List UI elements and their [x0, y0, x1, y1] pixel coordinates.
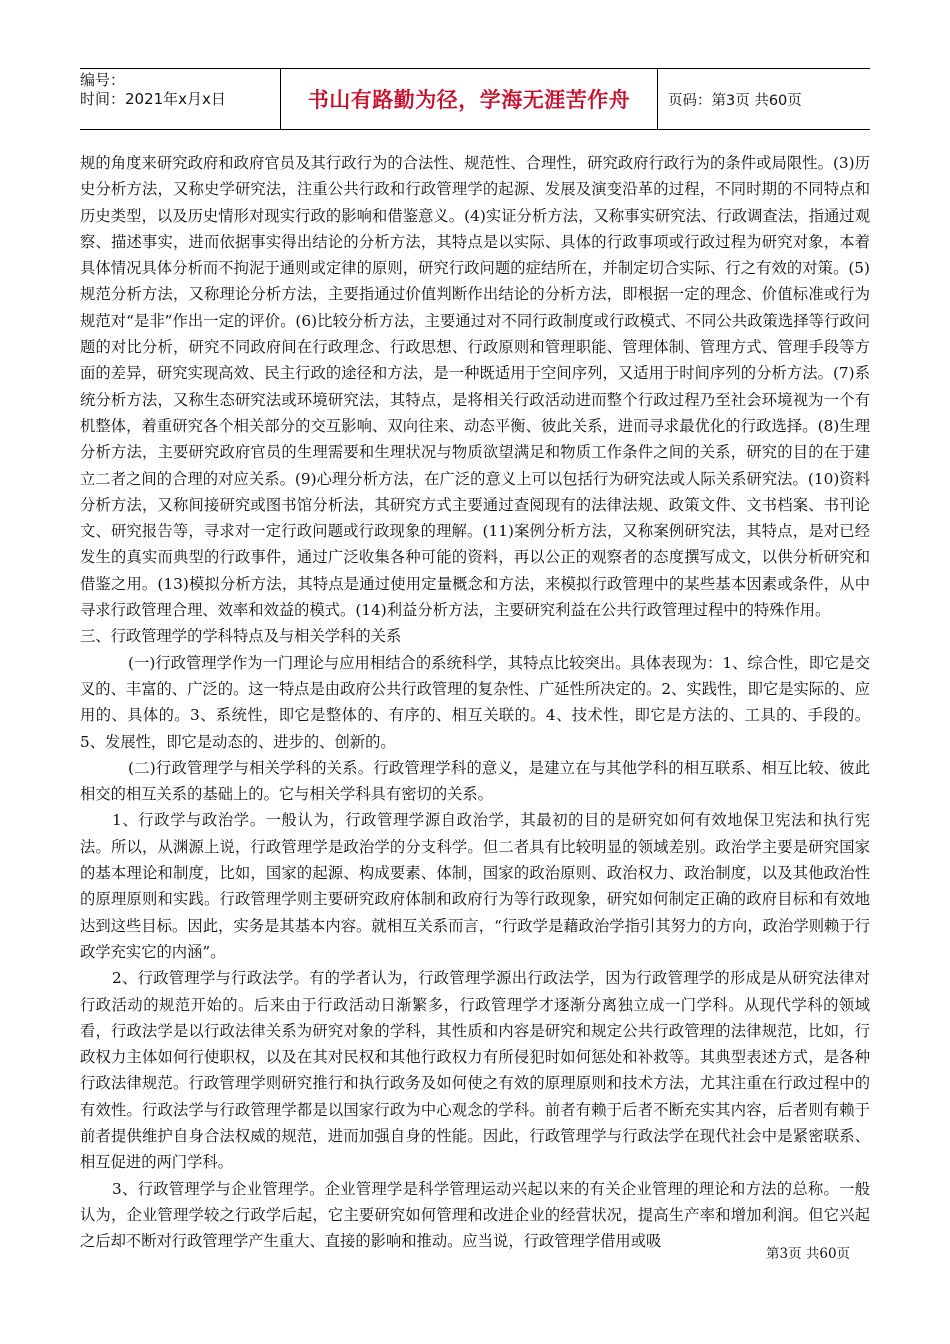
paragraph-business-management: 3、行政管理学与企业管理学。企业管理学是科学管理运动兴起以来的有关企业管理的理论和方法的总称。一般认为，企业管理学较之行政学后起，它主要研究如何管理和改进企业的经营状况，提高生产率和增加利润。但它兴起之后却不断对行政管理学产生重大、直接的影响和推动。应当说，行政管理学借用或吸 [80, 1179, 870, 1251]
paragraph-discipline-features: (一)行政管理学作为一门理论与应用相结合的系统科学，其特点比较突出。具体表现为：1、综合性，即它是交叉的、丰富的、广泛的。这一特点是由政府公共行政管理的复杂性、广延性所决定的。2、实践性，即它是实际的、应用的、具体的。3、系统性，即它是整体的、有序的、相互关联的。4、技术性，即它是方法的、工具的、手段的。5、发展性，即它是动态的、进步的、创新的。 [80, 653, 870, 751]
header-meta [80, 69, 280, 129]
document-date-label: 时间：2021年x月x日 [80, 90, 226, 108]
page-footer-number: 第3页 共60页 [766, 1246, 851, 1262]
paragraph-administrative-law: 2、行政管理学与行政法学。有的学者认为，行政管理学源出行政法学，因为行政管理学的形成是从研究法律对行政活动的规范开始的。后来由于行政活动日渐繁多，行政管理学才逐渐分离独立成一门学科。从现代学科的领域看，行政法学是以行政法律关系为研究对象的学科，其性质和内容是研究和规定公共行政管理的法律规范，比如，行政权力主体如何行使职权，以及在其对民权和其他行政权力有所侵犯时如何惩处和补救等。其典型表述方式，是各种行政法律规范。行政管理学则研究推行和执行政务及如何使之有效的原理原则和技术方法，尤其注重在行政过程中的有效性。行政法学与行政管理学都是以国家行政为中心观念的学科。前者有赖于后者不断充实其内容，后者则有赖于前者提供维护自身合法权威的规范，进而加强自身的性能。因此，行政管理学与行政法学在现代社会中是紧密联系、相互促进的两门学科。 [80, 969, 870, 1172]
page-header [80, 68, 870, 130]
paragraph-related-disciplines: (二)行政管理学与相关学科的关系。行政管理学科的意义，是建立在与其他学科的相互联系、相互比较、彼此相交的相互关系的基础上的。它与相关学科具有密切的关系。 [80, 758, 870, 804]
document-body [80, 150, 870, 1254]
header-page-number: 页码：第3页 共60页 [668, 92, 802, 109]
paragraph-methods-continued: 规的角度来研究政府和政府官员及其行政行为的合法性、规范性、合理性，研究政府行政行为的条件或局限性。(3)历史分析方法，又称史学研究法，注重公共行政和行政管理学的起源、发展及演变沿革的过程，不同时期的不同特点和历史类型，以及历史情形对现实行政的影响和借鉴意义。(4)实证分析方法，又称事实研究法、行政调查法，指通过观察、描述事实，进而依据事实得出结论的分析方法，其特点是以实际、具体的行政事项或行政过程为研究对象，本着具体情况具体分析而不拘泥于通则或定律的原则，研究行政问题的症结所在，并制定切合实际、行之有效的对策。(5)规范分析方法，又称理论分析方法，主要指通过价值判断作出结论的分析方法，即根据一定的理念、价值标准或行为规范对“是非”作出一定的评价。(6)比较分析方法，主要通过对不同行政制度或行政模式、不同公共政策选择等行政问题的对比分析，研究不同政府间在行政理念、行政思想、行政原则和管理职能、管理体制、管理方式、管理手段等方面的差异，研究实现高效、民主行政的途径和方法，是一种既适用于空间序列，又适用于时间序列的分析方法。(7)系统分析方法，又称生态研究法或环境研究法，其特点，是将相关行政活动进而整个行政过程乃至社会环境视为一个有机整体，着重研究各个相关部分的交互影响、双向往来、动态平衡、彼此关系，进而寻求最优化的行政选择。(8)生理分析方法，主要研究政府官员的生理需要和生理状况与物质欲望满足和物质工作条件之间的关系，研究的目的在于建立二者之间的合理的对应关系。(9)心理分析方法，在广泛的意义上可以包括行为研究法或人际关系研究法。(10)资料分析方法，又称间接研究或图书馆分析法，其研究方式主要通过查阅现有的法律法规、政策文件、文书档案、书刊论文、研究报告等，寻求对一定行政问题或行政现象的理解。(11)案例分析方法，又称案例研究法，其特点，是对已经发生的真实而典型的行政事件，通过广泛收集各种可能的资料，再以公正的观察者的态度撰写成文，以供分析研究和借鉴之用。(13)模拟分析方法，其特点是通过使用定量概念和方法，来模拟行政管理中的某些基本因素或条件，从中寻求行政管理合理、效率和效益的模式。(14)利益分析方法，主要研究利益在公共行政管理过程中的特殊作用。 [80, 154, 870, 620]
document-number-label: 编号： [80, 71, 126, 89]
paragraph-political-science: 1、行政学与政治学。一般认为，行政管理学源自政治学，其最初的目的是研究如何有效地保卫宪法和执行宪法。所以，从渊源上说，行政管理学是政治学的分支科学。但二者具有比较明显的领域差别。政治学主要是研究国家的基本理论和制度，比如，国家的起源、构成要素、体制，国家的政治原则、政治权力、政治制度，以及其他政治性的原理原则和实践。行政管理学则主要研究政府体制和政府行为等行政现象，研究如何制定正确的政府目标和有效地达到这些目标。因此，实务是其基本内容。就相互关系而言，“行政学是藉政治学指引其努力的方向，政治学则赖于行政学充实它的内涵”。 [80, 811, 870, 961]
header-motto: 书山有路勤为径，学海无涯苦作舟 [280, 69, 658, 129]
section-heading: 三、行政管理学的学科特点及与相关学科的关系 [80, 627, 402, 646]
